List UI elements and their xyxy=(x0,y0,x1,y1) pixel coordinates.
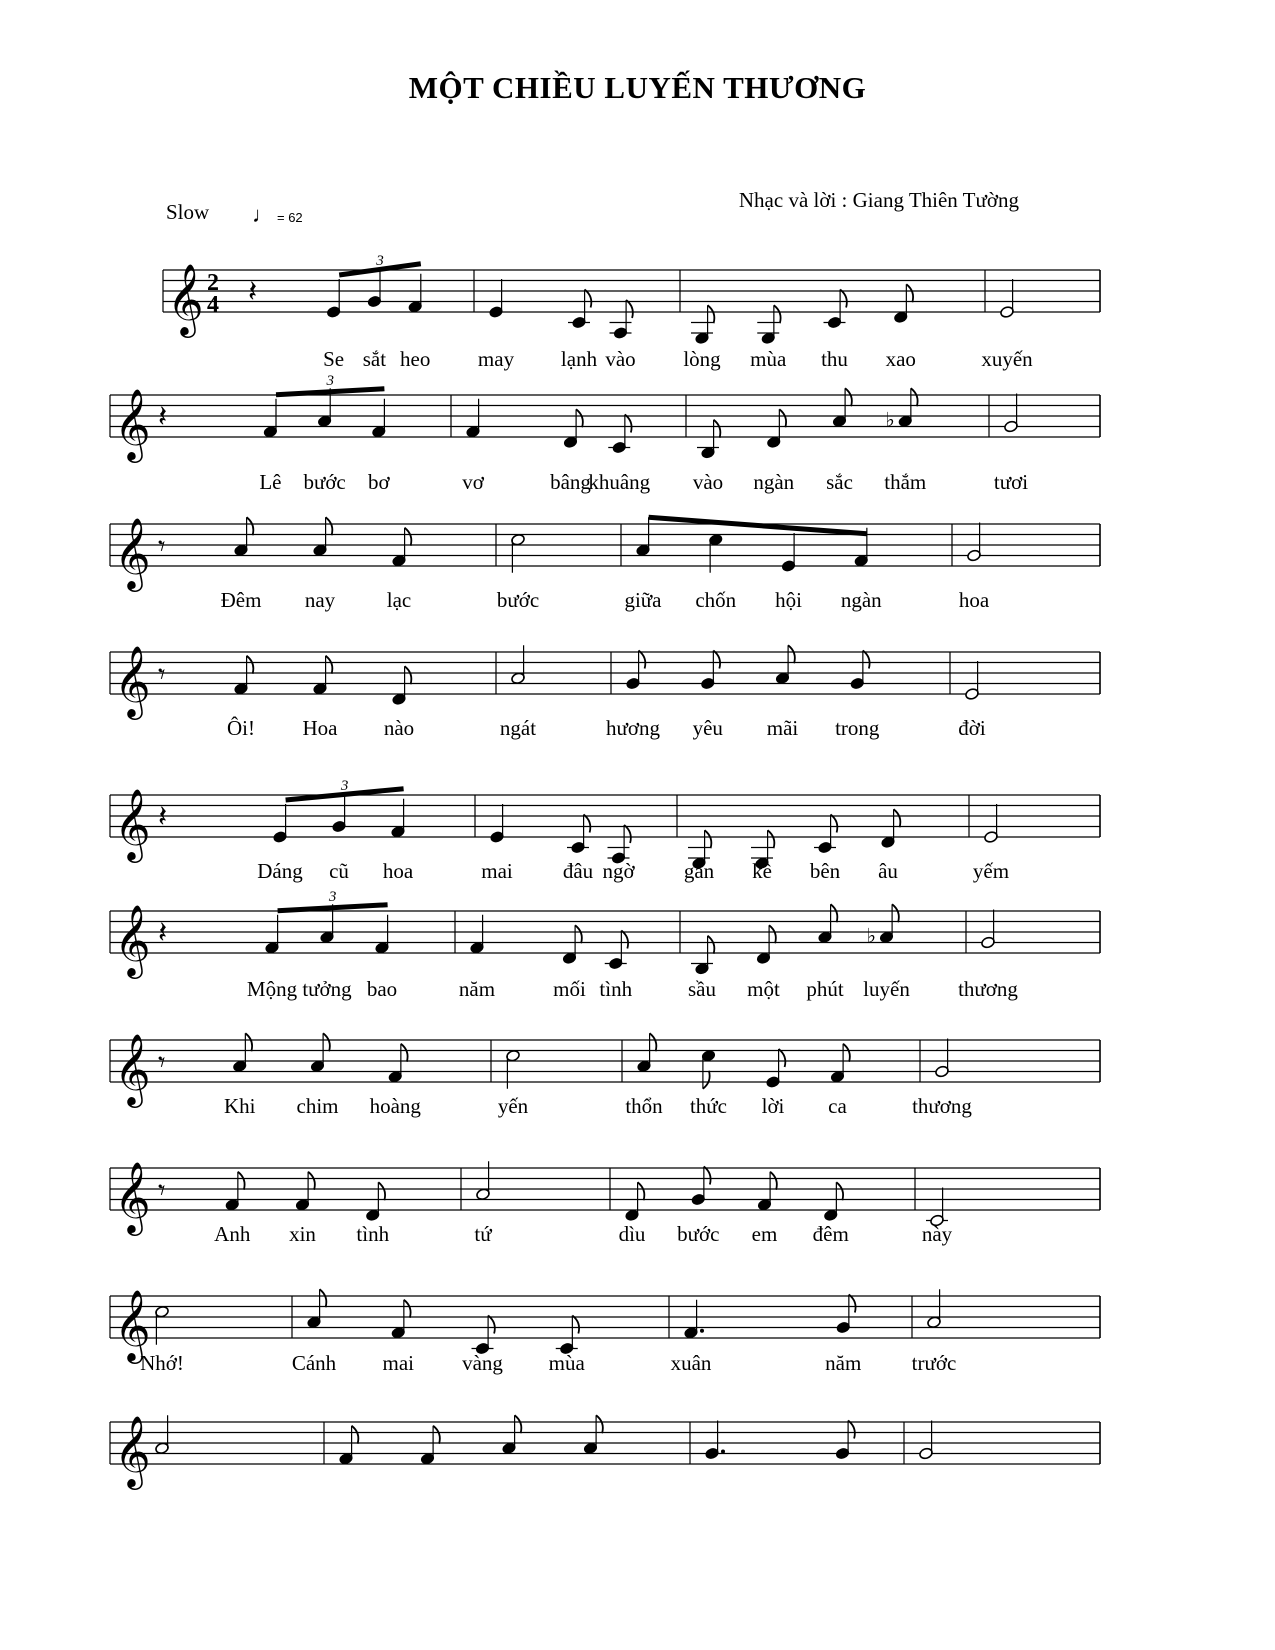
lyric-syllable: trước xyxy=(911,1351,957,1375)
eighth-flag xyxy=(831,815,838,833)
treble-clef-icon: 𝄞 xyxy=(114,387,151,460)
eighth-flag xyxy=(352,1426,359,1444)
lyric-syllable: đêm xyxy=(812,1222,849,1246)
lyric-syllable: vào xyxy=(692,470,724,494)
lyric-syllable: mai xyxy=(481,859,513,883)
lyric-syllable: vào xyxy=(605,347,636,371)
eighth-flag xyxy=(769,925,776,943)
lyric-syllable: bơ xyxy=(367,470,390,494)
lyric-syllable: yến xyxy=(497,1094,529,1118)
quarter-rest-icon: 𝄽 xyxy=(158,915,168,951)
lyric-syllable: chốn xyxy=(695,588,737,612)
eighth-flag xyxy=(320,1289,327,1307)
eighth-flag xyxy=(405,528,412,546)
eighth-flag xyxy=(836,1182,843,1200)
tempo-marking: Slow xyxy=(166,200,210,224)
eighth-flag xyxy=(906,284,913,302)
staff-system xyxy=(110,889,1100,1001)
lyric-syllable: hoa xyxy=(958,588,990,612)
lyric-syllable: ngàn xyxy=(840,588,882,612)
eighth-flag xyxy=(714,420,721,438)
lyric-syllable: lạc xyxy=(386,588,412,612)
triplet-mark: 3 xyxy=(376,253,384,269)
lyric-syllable: xuân xyxy=(670,1351,712,1375)
lyric-syllable: Anh xyxy=(214,1222,251,1246)
augmentation-dot xyxy=(721,1450,725,1454)
triplet-mark: 3 xyxy=(326,372,334,389)
lyric-syllable: phút xyxy=(806,977,844,1001)
lyric-syllable: em xyxy=(751,1222,778,1246)
eighth-flag xyxy=(621,931,628,949)
eighth-flag xyxy=(845,388,852,406)
flat-icon: ♭ xyxy=(866,923,876,948)
eighth-flag xyxy=(703,1071,710,1089)
eighth-flag xyxy=(433,1426,440,1444)
lyric-syllable: thức xyxy=(689,1094,728,1118)
lyric-syllable: sầu xyxy=(688,977,716,1001)
lyric-syllable: Se xyxy=(323,347,345,371)
lyric-syllable: bước xyxy=(303,470,346,494)
quarter-note-icon: ♩ xyxy=(252,202,274,227)
beam xyxy=(276,389,384,395)
treble-clef-icon: 𝄞 xyxy=(114,1160,151,1233)
lyric-syllable: heo xyxy=(400,347,431,371)
lyric-syllable: năm xyxy=(825,1351,862,1375)
lyric-syllable: âu xyxy=(878,859,898,883)
eighth-flag xyxy=(892,904,899,922)
eighth-flag xyxy=(843,1044,850,1062)
eighth-flag xyxy=(323,1033,330,1051)
eighth-flag xyxy=(840,290,847,308)
lyric-syllable: thương xyxy=(958,977,1018,1001)
triplet-mark: 3 xyxy=(340,778,349,794)
staff-system xyxy=(110,373,1100,494)
lyric-syllable: trong xyxy=(835,716,880,740)
lyric-syllable: chim xyxy=(296,1094,339,1118)
lyric-syllable: sắt xyxy=(362,347,387,371)
eighth-flag xyxy=(326,656,333,674)
lyric-syllable: bao xyxy=(366,977,398,1001)
lyric-syllable: bên xyxy=(809,859,841,883)
song-title: MỘT CHIỀU LUYẾN THƯƠNG xyxy=(408,70,867,105)
flat-icon: ♭ xyxy=(885,407,895,432)
augmentation-dot xyxy=(700,1329,704,1333)
eighth-flag xyxy=(572,1316,579,1334)
lyric-syllable: thổn xyxy=(625,1094,663,1118)
lyric-syllable: Dáng xyxy=(257,859,303,883)
metronome-value: = 62 xyxy=(277,210,303,225)
lyric-syllable: hoàng xyxy=(369,1094,421,1118)
lyric-syllable: hội xyxy=(775,588,802,612)
staff-system xyxy=(110,1414,1100,1490)
eighth-rest-icon: 𝄾 xyxy=(158,1045,166,1079)
staff-system xyxy=(163,253,1100,371)
eighth-flag xyxy=(247,517,254,535)
lyric-syllable: năm xyxy=(458,977,496,1001)
staff-system xyxy=(110,1288,1100,1375)
staff-system xyxy=(110,778,1100,883)
eighth-flag xyxy=(238,1172,245,1190)
lyric-syllable: ngàn xyxy=(753,470,795,494)
lyric-syllable: đời xyxy=(958,716,986,740)
treble-clef-icon: 𝄞 xyxy=(167,262,204,335)
eighth-flag xyxy=(708,936,715,954)
eighth-flag xyxy=(705,830,712,848)
eighth-flag xyxy=(779,1049,786,1067)
lyric-syllable: mai xyxy=(382,1351,414,1375)
eighth-rest-icon: 𝄾 xyxy=(158,1173,166,1207)
eighth-flag xyxy=(404,1300,411,1318)
eighth-flag xyxy=(308,1172,315,1190)
lyric-syllable: bâng xyxy=(550,470,591,494)
eighth-flag xyxy=(704,1167,711,1185)
lyric-syllable: đâu xyxy=(562,859,594,883)
lyric-syllable: Nhớ! xyxy=(140,1351,184,1375)
lyric-syllable: Mộng xyxy=(246,977,298,1001)
eighth-flag xyxy=(713,651,720,669)
lyric-syllable: hương xyxy=(606,716,660,740)
lyric-syllable: luyến xyxy=(863,977,910,1001)
treble-clef-icon: 𝄞 xyxy=(114,1414,151,1487)
eighth-flag xyxy=(625,415,632,433)
treble-clef-icon: 𝄞 xyxy=(114,903,151,976)
eighth-flag xyxy=(596,1415,603,1433)
eighth-flag xyxy=(639,651,646,669)
lyric-syllable: mùa xyxy=(548,1351,585,1375)
lyric-syllable: thắm xyxy=(884,470,927,494)
lyric-syllable: yếm xyxy=(972,859,1010,883)
treble-clef-icon: 𝄞 xyxy=(114,787,151,860)
lyric-syllable: Hoa xyxy=(302,716,338,740)
lyric-syllable: sắc xyxy=(826,470,853,494)
lyric-syllable: nay xyxy=(304,588,336,612)
eighth-rest-icon: 𝄾 xyxy=(158,529,166,563)
composer-credit: Nhạc và lời : Giang Thiên Tường xyxy=(738,188,1019,212)
lyric-syllable: ngờ xyxy=(602,859,635,883)
eighth-flag xyxy=(638,1182,645,1200)
eighth-flag xyxy=(831,904,838,922)
quarter-rest-icon: 𝄽 xyxy=(248,274,258,310)
treble-clef-icon: 𝄞 xyxy=(114,644,151,717)
lyric-syllable: lạnh xyxy=(560,347,598,371)
staff-system xyxy=(110,1032,1100,1118)
lyric-syllable: mãi xyxy=(766,716,799,740)
lyric-syllable: dìu xyxy=(618,1222,646,1246)
lyric-syllable: Đêm xyxy=(220,588,262,612)
eighth-flag xyxy=(894,809,901,827)
time-signature-top: 2 xyxy=(207,270,219,296)
lyric-syllable: Khi xyxy=(224,1094,256,1118)
lyric-syllable: khuâng xyxy=(588,470,651,494)
triplet-mark: 3 xyxy=(328,888,337,905)
eighth-flag xyxy=(849,1295,856,1313)
lyric-syllable: Lê xyxy=(259,470,282,494)
eighth-flag xyxy=(575,925,582,943)
lyric-syllable: Cánh xyxy=(291,1351,337,1375)
eighth-flag xyxy=(770,1172,777,1190)
lyric-syllable: xao xyxy=(885,347,916,371)
lyric-syllable: kề xyxy=(752,859,772,883)
lyric-syllable: vơ xyxy=(462,470,484,494)
lyric-syllable: tươi xyxy=(993,470,1029,494)
lyric-syllable: xuyến xyxy=(981,347,1033,371)
eighth-flag xyxy=(626,300,633,318)
eighth-flag xyxy=(585,290,592,308)
eighth-flag xyxy=(326,517,333,535)
staff-system xyxy=(110,1160,1100,1246)
eighth-flag xyxy=(405,666,412,684)
lyric-syllable: gần xyxy=(683,859,715,883)
eighth-flag xyxy=(245,1033,252,1051)
eighth-flag xyxy=(779,409,786,427)
eighth-flag xyxy=(247,656,254,674)
eighth-flag xyxy=(584,815,591,833)
lyric-syllable: tứ xyxy=(474,1222,492,1246)
lyric-syllable: xin xyxy=(289,1222,316,1246)
eighth-flag xyxy=(650,1033,657,1051)
lyric-syllable: tình xyxy=(356,1222,390,1246)
lyric-syllable: thu xyxy=(821,347,848,371)
eighth-flag xyxy=(515,1415,522,1433)
lyric-syllable: Ôi! xyxy=(227,716,255,740)
quarter-rest-icon: 𝄽 xyxy=(158,399,168,435)
eighth-flag xyxy=(788,645,795,663)
treble-clef-icon: 𝄞 xyxy=(114,1032,151,1105)
lyric-syllable: vàng xyxy=(462,1351,503,1375)
treble-clef-icon: 𝄞 xyxy=(114,516,151,589)
lyric-syllable: tình xyxy=(599,977,633,1001)
eighth-flag xyxy=(378,1182,385,1200)
quarter-rest-icon: 𝄽 xyxy=(158,799,168,835)
lyric-syllable: ngát xyxy=(499,716,537,740)
lyric-syllable: lời xyxy=(761,1094,785,1118)
lyric-syllable: may xyxy=(477,347,515,371)
staff-system xyxy=(110,644,1100,740)
eighth-flag xyxy=(488,1316,495,1334)
staff-system xyxy=(110,516,1100,612)
eighth-flag xyxy=(863,651,870,669)
lyric-syllable: yêu xyxy=(692,716,723,740)
lyric-syllable: mối xyxy=(553,977,586,1001)
lyric-syllable: giữa xyxy=(624,588,662,612)
lyric-syllable: bước xyxy=(496,588,540,612)
lyric-syllable: bước xyxy=(677,1222,720,1246)
eighth-flag xyxy=(576,409,583,427)
lyric-syllable: cũ xyxy=(329,859,349,883)
eighth-flag xyxy=(774,305,781,323)
lyric-syllable: hoa xyxy=(382,859,414,883)
eighth-flag xyxy=(768,830,775,848)
lyric-syllable: nào xyxy=(383,716,415,740)
lyric-syllable: tưởng xyxy=(302,977,352,1001)
eighth-flag xyxy=(624,825,631,843)
eighth-flag xyxy=(848,1421,855,1439)
eighth-flag xyxy=(401,1044,408,1062)
lyric-syllable: này xyxy=(921,1222,953,1246)
treble-clef-icon: 𝄞 xyxy=(114,1288,151,1361)
beam xyxy=(278,905,388,911)
beam xyxy=(649,517,867,534)
lyric-syllable: lòng xyxy=(683,347,721,371)
lyric-syllable: thương xyxy=(912,1094,972,1118)
lyric-syllable: mùa xyxy=(750,347,787,371)
eighth-rest-icon: 𝄾 xyxy=(158,657,166,691)
eighth-flag xyxy=(708,305,715,323)
time-signature-bottom: 4 xyxy=(207,292,219,318)
lyric-syllable: ca xyxy=(828,1094,847,1118)
eighth-flag xyxy=(911,388,918,406)
lyric-syllable: một xyxy=(747,977,780,1001)
